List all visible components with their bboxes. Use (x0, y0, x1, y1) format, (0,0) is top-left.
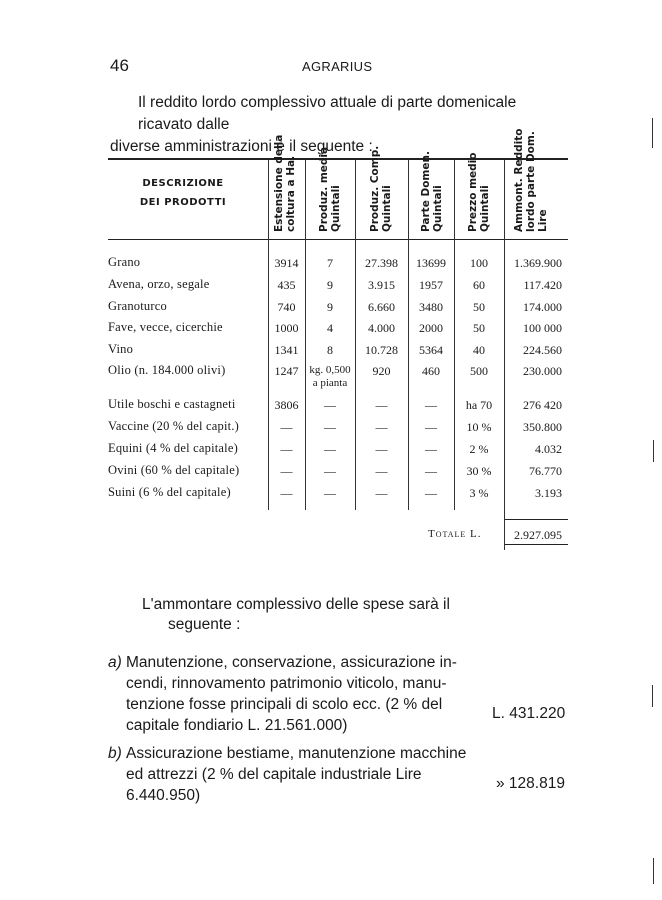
total-rule-top (504, 519, 568, 520)
cell-domen: 460 (422, 364, 440, 378)
spese-intro-line-1: L'ammontare complessivo delle spese sarà il (142, 596, 450, 613)
cell-media: — (324, 464, 336, 478)
cell-prezzo: 2 % (469, 442, 489, 456)
item-a-line-3: tenzione fosse principali di scolo ecc. (2 % del (126, 696, 443, 713)
cell-ha: 740 (277, 300, 296, 314)
cell-media: — (324, 420, 336, 434)
col-header-produz-comp: Produz. Comp. Quintali (369, 145, 393, 232)
cell-prezzo: 100 (470, 256, 488, 270)
cell-prezzo: 3 % (469, 486, 489, 500)
cell-prezzo: 500 (470, 364, 488, 378)
cell-prezzo: 50 (473, 321, 485, 335)
row-name: Avena, orzo, segale (108, 277, 210, 291)
scan-edge-mark (652, 118, 653, 148)
cell-prezzo: 50 (473, 300, 485, 314)
row-name: Vaccine (20 % del capit.) (108, 419, 239, 433)
cell-domen: 13699 (416, 256, 446, 270)
cell-comp: 3.915 (368, 278, 395, 292)
item-a-letter: a) (108, 654, 122, 671)
cell-comp: — (375, 420, 388, 434)
cell-reddito: 76.770 (529, 464, 562, 478)
cell-prezzo: 30 % (466, 464, 492, 478)
item-a-line-2: cendi, rinnovamento patrimonio viticolo, manu- (126, 675, 447, 692)
page-number: 46 (110, 56, 129, 75)
row-name: Granoturco (108, 299, 167, 313)
col-header-produz-media: Produz. media Quintali (318, 146, 342, 232)
cell-comp: — (375, 398, 388, 412)
total-rule-bottom (504, 544, 568, 545)
total-value: 2.927.095 (514, 528, 562, 542)
cell-media: — (324, 486, 336, 500)
cell-media: 4 (327, 321, 333, 335)
running-title: AGRARIUS (302, 59, 373, 74)
cell-domen: — (425, 464, 437, 478)
cell-comp: 10.728 (365, 343, 398, 357)
cell-ha: 3806 (274, 398, 299, 412)
scan-edge-mark (653, 440, 654, 462)
intro-line-1: Il reddito lordo complessivo attuale di parte domenicale ricavato dalle (138, 94, 517, 133)
cell-reddito: 117.420 (523, 278, 562, 292)
item-b-line-3: 6.440.950) (126, 787, 201, 804)
cell-reddito: 100 000 (523, 321, 562, 335)
cell-comp: — (375, 442, 388, 456)
item-a-line-4: capitale fondiario L. 21.561.000) (126, 717, 348, 734)
col-header-estensione: Estensione della coltura a Ha. (273, 134, 297, 232)
cell-ha: — (280, 464, 293, 478)
row-name: Fave, vecce, cicerchie (108, 320, 223, 334)
cell-comp: — (375, 464, 388, 478)
row-name: Suini (6 % del capitale) (108, 485, 231, 499)
item-a-amount: L. 431.220 (492, 705, 566, 722)
cell-media: kg. 0,500 a pianta (309, 364, 351, 389)
cell-ha: 3914 (274, 256, 299, 270)
cell-domen: — (425, 486, 437, 500)
cell-reddito: 224.560 (523, 343, 562, 357)
desc-header-line-1: DESCRIZIONE (142, 178, 224, 189)
cell-reddito: 276 420 (523, 398, 562, 412)
row-name: Ovini (60 % del capitale) (108, 463, 240, 477)
item-b-amount: » 128.819 (496, 775, 565, 792)
intro-line-2: diverse amministrazioni è il seguente : (110, 138, 373, 155)
cell-prezzo: 10 % (466, 420, 492, 434)
row-name: Grano (108, 255, 141, 269)
cell-ha: 1000 (274, 321, 299, 335)
cell-reddito: 4.032 (535, 442, 562, 456)
desc-header-line-2: DEI PRODOTTI (139, 197, 227, 208)
cell-media: — (324, 398, 336, 412)
cell-reddito: 174.000 (523, 300, 562, 314)
cell-domen: 5364 (419, 343, 443, 357)
cell-media: 9 (327, 278, 333, 292)
cell-comp: 6.660 (368, 300, 395, 314)
cell-reddito: 3.193 (535, 486, 562, 500)
col-header-prezzo-medio: Prezzo medio Quintali (467, 152, 491, 232)
cell-media: 8 (327, 343, 333, 357)
cell-prezzo: ha 70 (465, 398, 493, 412)
row-name: Equini (4 % del capitale) (108, 441, 238, 455)
item-b-line-1: Assicurazione bestiame, manutenzione macchine (126, 745, 467, 762)
row-name: Olio (n. 184.000 olivi) (108, 363, 226, 377)
col-header-ammont-reddito: Ammont. Reddito lordo parte Dom. Lire (513, 128, 549, 232)
total-label: Totale L. (428, 528, 482, 540)
cell-media: 7 (327, 256, 333, 270)
item-b-line-2: ed attrezzi (2 % del capitale industriale Lire (126, 766, 422, 783)
col-header-parte-domen: Parte Domen. Quintali (420, 151, 444, 232)
cell-domen: 1957 (419, 278, 443, 292)
cell-domen: — (425, 442, 437, 456)
cell-ha: 1247 (274, 364, 299, 378)
item-b-letter: b) (108, 745, 122, 762)
cell-reddito: 350.800 (523, 420, 562, 434)
cell-domen: — (425, 420, 437, 434)
cell-comp: 920 (372, 364, 391, 378)
row-name: Vino (108, 342, 134, 356)
table-header-rule (108, 239, 568, 240)
cell-domen: 3480 (419, 300, 443, 314)
cell-comp: — (375, 486, 388, 500)
item-a-line-1: Manutenzione, conservazione, assicurazione in- (126, 654, 457, 671)
cell-ha: 1341 (274, 343, 299, 357)
cell-ha: — (280, 486, 293, 500)
cell-comp: 27.398 (365, 256, 398, 270)
cell-domen: — (425, 398, 437, 412)
cell-media: — (324, 442, 336, 456)
desc-header (108, 178, 258, 208)
cell-reddito: 1.369.900 (514, 256, 562, 270)
cell-domen: 2000 (419, 321, 443, 335)
cell-comp: 4.000 (368, 321, 395, 335)
cell-reddito: 230.000 (523, 364, 562, 378)
scan-edge-mark (653, 858, 654, 884)
cell-media: 9 (327, 300, 333, 314)
cell-ha: — (280, 442, 293, 456)
cell-ha: — (280, 420, 293, 434)
scan-edge-mark (652, 685, 653, 707)
row-name: Utile boschi e castagneti (108, 397, 236, 411)
cell-prezzo: 60 (473, 278, 485, 292)
cell-ha: 435 (277, 278, 296, 292)
spese-intro-line-2: seguente : (168, 616, 241, 633)
cell-prezzo: 40 (473, 343, 485, 357)
